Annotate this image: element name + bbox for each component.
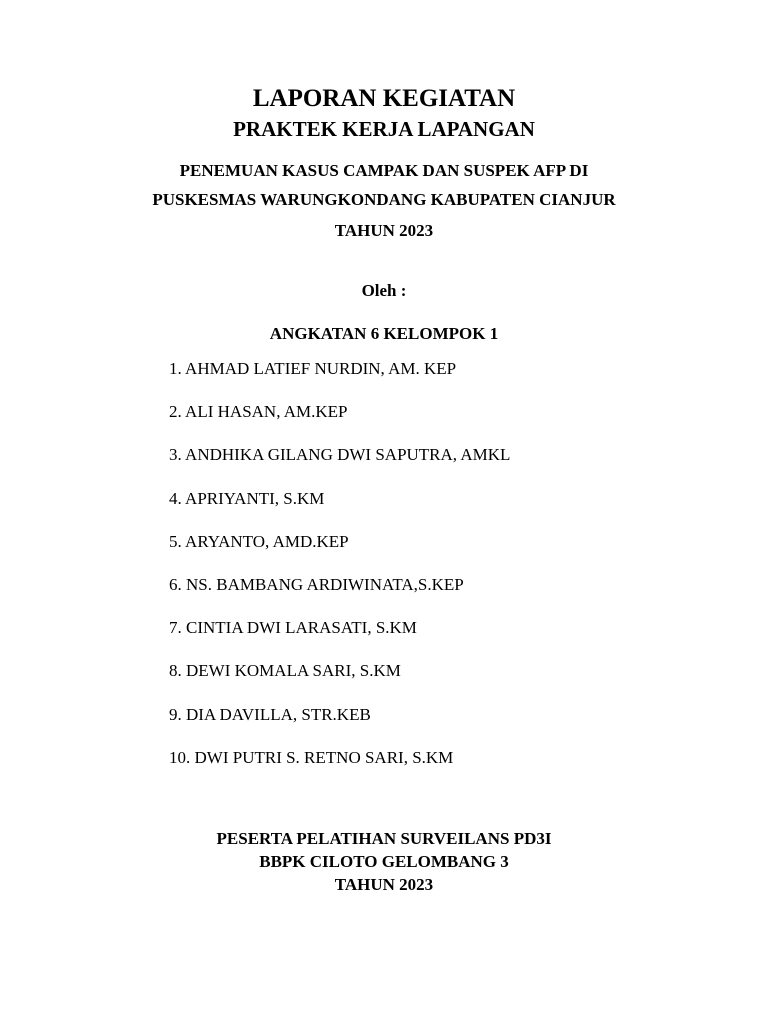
member-item: 9. DIA DAVILLA, STR.KEB: [169, 704, 371, 724]
by-label: Oleh :: [361, 281, 407, 300]
topic-line-2: PUSKESMAS WARUNGKONDANG KABUPATEN CIANJUR: [152, 190, 616, 209]
member-item: 10. DWI PUTRI S. RETNO SARI, S.KM: [169, 747, 454, 767]
footer-year: TAHUN 2023: [334, 875, 434, 894]
member-item: 4. APRIYANTI, S.KM: [169, 488, 325, 508]
member-item: 1. AHMAD LATIEF NURDIN, AM. KEP: [169, 359, 457, 378]
report-subtitle: PRAKTEK KERJA LAPANGAN: [233, 117, 535, 141]
footer-institution: BBPK CILOTO GELOMBANG 3: [259, 852, 509, 871]
footer-participants: PESERTA PELATIHAN SURVEILANS PD3I: [216, 829, 552, 848]
member-item: 5. ARYANTO, AMD.KEP: [169, 531, 349, 551]
topic-line-1: PENEMUAN KASUS CAMPAK DAN SUSPEK AFP DI: [179, 161, 589, 180]
member-item: 8. DEWI KOMALA SARI, S.KM: [169, 661, 401, 681]
member-list: [169, 358, 510, 790]
member-item: 2. ALI HASAN, AM.KEP: [169, 402, 348, 422]
group-label: ANGKATAN 6 KELOMPOK 1: [269, 324, 499, 343]
member-item: 6. NS. BAMBANG ARDIWINATA,S.KEP: [169, 574, 464, 594]
member-item: 7. CINTIA DWI LARASATI, S.KM: [169, 618, 417, 638]
report-title: LAPORAN KEGIATAN: [252, 85, 516, 112]
member-item: 3. ANDHIKA GILANG DWI SAPUTRA, AMKL: [169, 445, 511, 465]
topic-year: TAHUN 2023: [334, 221, 434, 240]
